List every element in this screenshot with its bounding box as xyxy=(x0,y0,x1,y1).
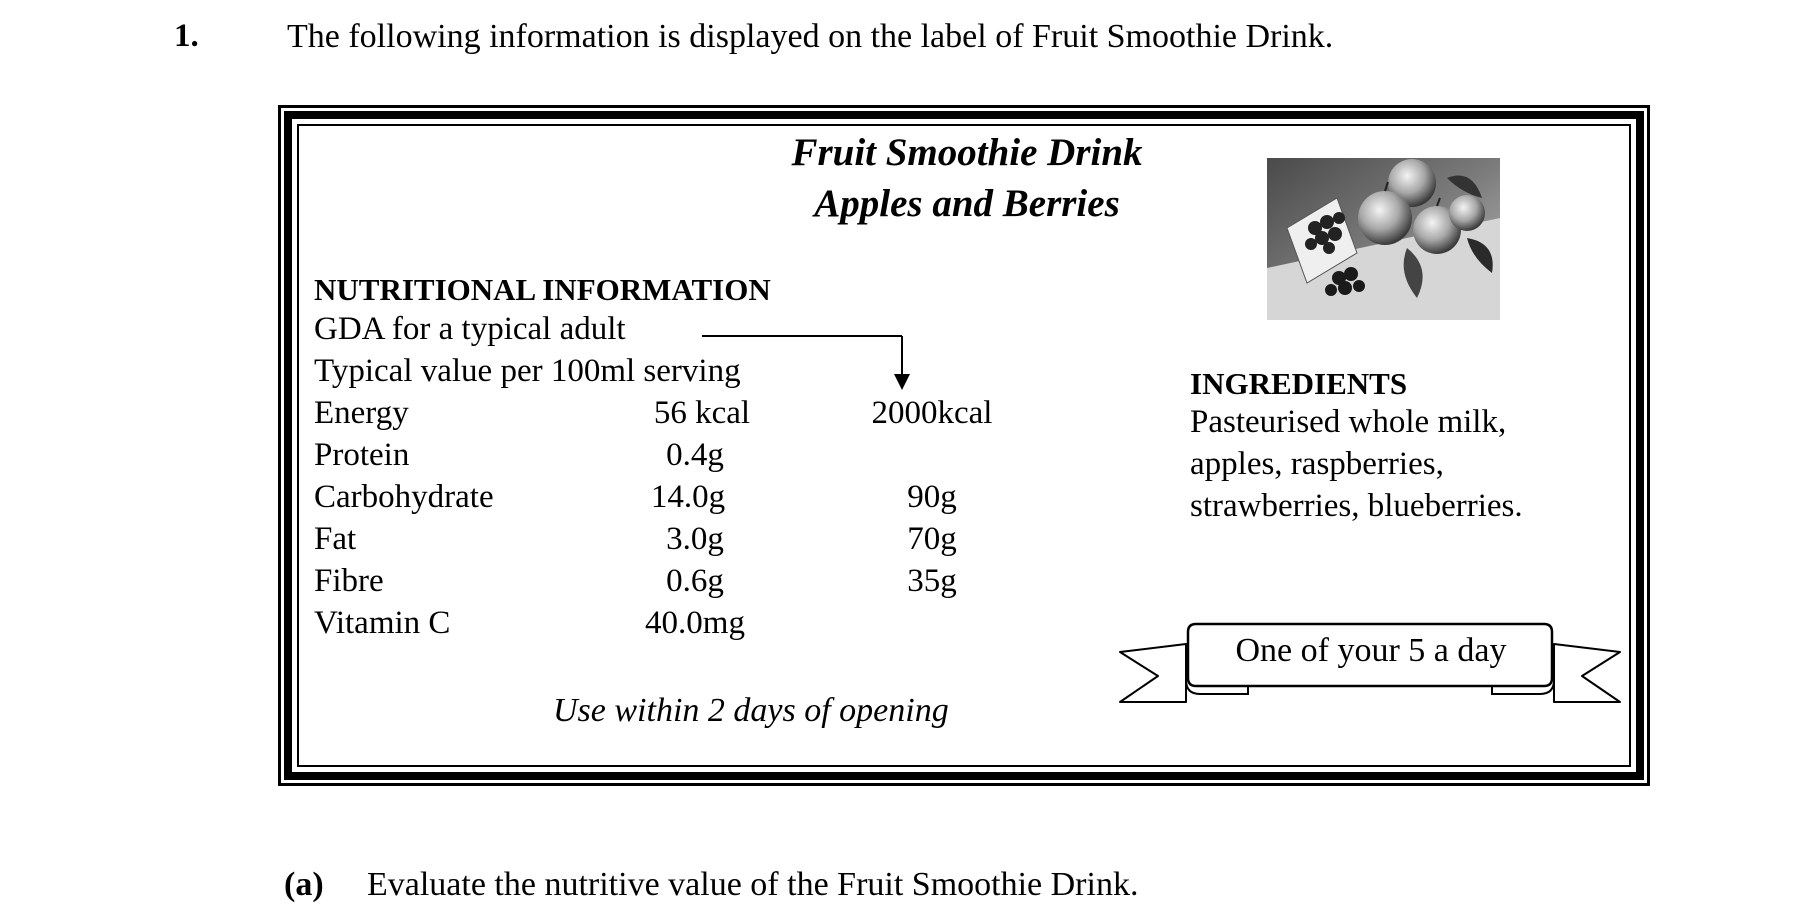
nutrient-value: 0.4g xyxy=(666,437,724,473)
nutrient-name: Fat xyxy=(314,521,357,557)
ingredients-line: strawberries, blueberries. xyxy=(1190,488,1523,524)
nutrient-name: Energy xyxy=(314,395,409,431)
nutrient-value: 56 kcal xyxy=(653,395,751,431)
part-a-question: Evaluate the nutritive value of the Fruit Smoothie Drink. xyxy=(367,866,1139,903)
product-variant: Apples and Berries xyxy=(814,182,1120,225)
nutrient-gda: 90g xyxy=(907,479,957,515)
nutrient-name: Carbohydrate xyxy=(314,479,494,515)
gda-arrow-icon xyxy=(700,330,910,392)
question-number: 1. xyxy=(174,18,199,54)
storage-note: Use within 2 days of opening xyxy=(553,692,949,729)
product-name: Fruit Smoothie Drink xyxy=(791,131,1143,174)
nutrient-name: Fibre xyxy=(314,563,384,599)
nutrient-name: Vitamin C xyxy=(314,605,451,641)
nutrient-value: 14.0g xyxy=(650,479,726,515)
nutrient-gda: 35g xyxy=(907,563,957,599)
nutrient-value: 40.0mg xyxy=(645,605,745,641)
ingredients-line: Pasteurised whole milk, xyxy=(1190,404,1507,440)
part-a-label: (a) xyxy=(284,866,324,903)
nutrition-heading: NUTRITIONAL INFORMATION xyxy=(314,272,771,307)
gda-label: GDA for a typical adult xyxy=(314,311,626,347)
fruit-photo-icon xyxy=(1267,158,1500,320)
banner-text: One of your 5 a day xyxy=(1235,632,1507,669)
nutrient-value: 0.6g xyxy=(666,563,724,599)
ingredients-line: apples, raspberries, xyxy=(1190,446,1444,482)
nutrient-gda: 70g xyxy=(907,521,957,557)
typical-value-label: Typical value per 100ml serving xyxy=(314,353,741,389)
nutrient-value: 3.0g xyxy=(666,521,724,557)
ingredients-heading: INGREDIENTS xyxy=(1190,366,1408,401)
nutrient-name: Protein xyxy=(314,437,410,473)
question-intro: The following information is displayed on the label of Fruit Smoothie Drink. xyxy=(287,18,1334,55)
nutrient-gda: 2000kcal xyxy=(871,395,993,431)
